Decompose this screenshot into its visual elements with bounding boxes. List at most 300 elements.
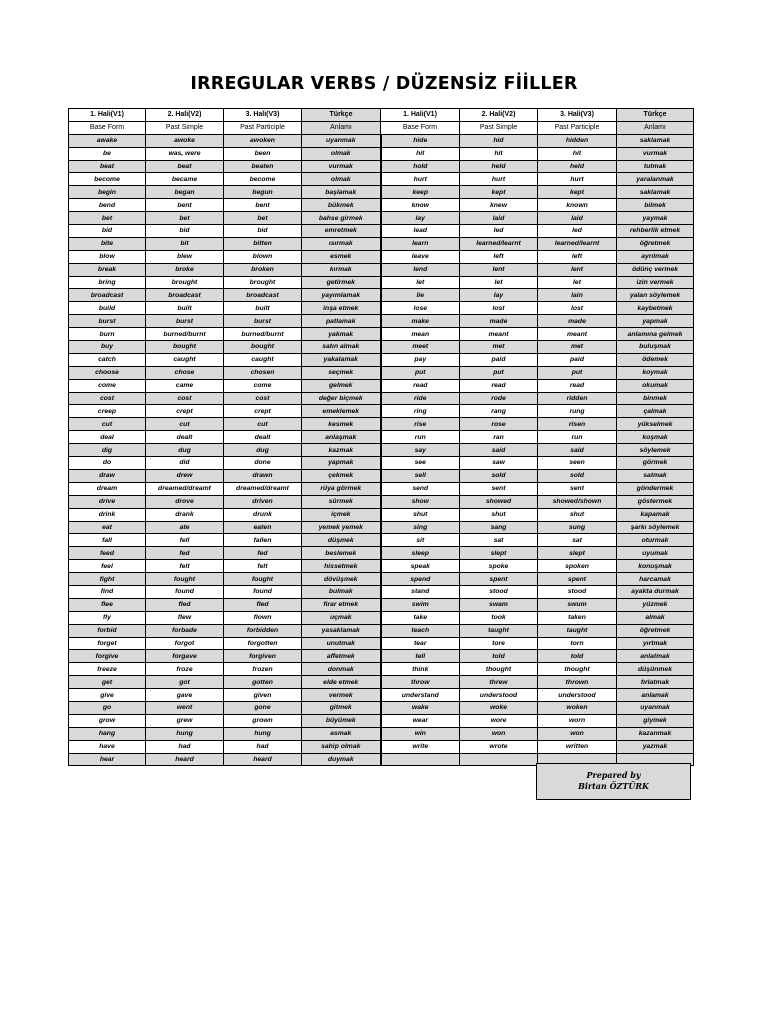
- right-cell-col1: meet: [381, 341, 460, 354]
- right-cell-col3: risen: [538, 418, 617, 431]
- right-cell-col1: speak: [381, 560, 460, 573]
- right-cell-col4: öğretmek: [617, 624, 694, 637]
- left-cell-col3: gone: [224, 701, 302, 714]
- left-cell-col4: sürmek: [302, 495, 381, 508]
- left-cell-col3: bent: [224, 199, 302, 212]
- left-cell-col4: kazmak: [302, 444, 381, 457]
- table-row: [69, 495, 694, 508]
- right-cell-col4: yaymak: [617, 212, 694, 225]
- right-cell-col1: write: [381, 740, 460, 753]
- right-cell-col2: thought: [460, 663, 538, 676]
- right-cell-col3: spent: [538, 573, 617, 586]
- left-cell-col1: freeze: [69, 663, 146, 676]
- left-cell-col4: yemek yemek: [302, 521, 381, 534]
- right-cell-col1: tell: [381, 650, 460, 663]
- left-cell-col3: fought: [224, 573, 302, 586]
- right-cell-col2: wore: [460, 714, 538, 727]
- right-cell-col2: held: [460, 160, 538, 173]
- right-cell-col4: vurmak: [617, 147, 694, 160]
- right-cell-col2: let: [460, 276, 538, 289]
- table-row: [69, 199, 694, 212]
- left-cell-col1: build: [69, 302, 146, 315]
- right-cell-col4: ödemek: [617, 353, 694, 366]
- left-cell-col4: unutmak: [302, 637, 381, 650]
- right-cell-col4: görmek: [617, 457, 694, 470]
- table-row: [69, 366, 694, 379]
- table-row: [69, 225, 694, 238]
- table-row: [69, 276, 694, 289]
- credit-box: [536, 763, 691, 800]
- table-row: [69, 611, 694, 624]
- left-cell-col4: gitmek: [302, 701, 381, 714]
- left-cell-col3: drawn: [224, 469, 302, 482]
- right-cell-col2: spoke: [460, 560, 538, 573]
- table-row: [69, 585, 694, 598]
- right-cell-col4: buluşmak: [617, 341, 694, 354]
- right-cell-col2: read: [460, 379, 538, 392]
- left-cell-col2: found: [146, 585, 224, 598]
- left-cell-col1: awake: [69, 134, 146, 147]
- left-cell-col1: catch: [69, 353, 146, 366]
- right-cell-col4: söylemek: [617, 444, 694, 457]
- right-cell-col1: rise: [381, 418, 460, 431]
- right-cell-col4: anlatmak: [617, 650, 694, 663]
- left-cell-col2: bit: [146, 237, 224, 250]
- right-cell-col2: hit: [460, 147, 538, 160]
- table-row: [69, 353, 694, 366]
- right-cell-col3: swum: [538, 598, 617, 611]
- right-cell-col3: run: [538, 431, 617, 444]
- left-cell-col1: eat: [69, 521, 146, 534]
- left-cell-col1: draw: [69, 469, 146, 482]
- right-cell-col4: konuşmak: [617, 560, 694, 573]
- table-row: [69, 134, 694, 147]
- table-row: [69, 689, 694, 702]
- right-cell-col3: learned/learnt: [538, 237, 617, 250]
- right-cell-col4: Türkçe: [617, 109, 694, 122]
- left-cell-col3: come: [224, 379, 302, 392]
- left-cell-col3: awoken: [224, 134, 302, 147]
- left-cell-col3: fled: [224, 598, 302, 611]
- left-cell-col1: become: [69, 173, 146, 186]
- right-cell-col4: yüzmek: [617, 598, 694, 611]
- left-cell-col3: dreamed/dreamt: [224, 482, 302, 495]
- left-cell-col3: become: [224, 173, 302, 186]
- left-cell-col3: bought: [224, 341, 302, 354]
- right-cell-col2: said: [460, 444, 538, 457]
- right-cell-col3: made: [538, 315, 617, 328]
- right-cell-col4: anlamına gelmek: [617, 328, 694, 341]
- left-cell-col2: dug: [146, 444, 224, 457]
- right-cell-col4: düşünmek: [617, 663, 694, 676]
- table-row: [69, 186, 694, 199]
- right-cell-col3: paid: [538, 353, 617, 366]
- right-cell-col3: thought: [538, 663, 617, 676]
- left-cell-col1: broadcast: [69, 289, 146, 302]
- left-cell-col3: caught: [224, 353, 302, 366]
- left-cell-col2: bought: [146, 341, 224, 354]
- right-cell-col4: şarkı söylemek: [617, 521, 694, 534]
- left-cell-col4: Türkçe: [302, 109, 381, 122]
- left-cell-col4: bahse girmek: [302, 212, 381, 225]
- left-cell-col3: hung: [224, 727, 302, 740]
- right-cell-col3: put: [538, 366, 617, 379]
- right-cell-col2: laid: [460, 212, 538, 225]
- left-cell-col2: got: [146, 676, 224, 689]
- right-cell-col4: kazanmak: [617, 727, 694, 740]
- left-cell-col1: drink: [69, 508, 146, 521]
- left-cell-col3: chosen: [224, 366, 302, 379]
- right-cell-col1: tear: [381, 637, 460, 650]
- left-cell-col1: be: [69, 147, 146, 160]
- left-cell-col4: bulmak: [302, 585, 381, 598]
- right-cell-col1: ring: [381, 405, 460, 418]
- right-cell-col2: rang: [460, 405, 538, 418]
- left-cell-col2: felt: [146, 560, 224, 573]
- left-cell-col4: seçmek: [302, 366, 381, 379]
- left-cell-col4: inşa etmek: [302, 302, 381, 315]
- left-cell-col4: yakalamak: [302, 353, 381, 366]
- left-cell-col4: yasaklamak: [302, 624, 381, 637]
- left-cell-col4: hissetmek: [302, 560, 381, 573]
- left-cell-col1: come: [69, 379, 146, 392]
- left-cell-col4: donmak: [302, 663, 381, 676]
- table-row: [69, 379, 694, 392]
- left-cell-col4: değer biçmek: [302, 392, 381, 405]
- right-cell-col1: lead: [381, 225, 460, 238]
- right-cell-col2: sang: [460, 521, 538, 534]
- left-cell-col1: bring: [69, 276, 146, 289]
- right-cell-col1: see: [381, 457, 460, 470]
- table-row: [69, 560, 694, 573]
- right-cell-col1: sit: [381, 534, 460, 547]
- left-cell-col3: bid: [224, 225, 302, 238]
- table-row: [69, 341, 694, 354]
- left-cell-col4: kesmek: [302, 418, 381, 431]
- left-cell-col2: forgave: [146, 650, 224, 663]
- table-row: [69, 637, 694, 650]
- table-row: [69, 160, 694, 173]
- right-cell-col2: knew: [460, 199, 538, 212]
- right-cell-col2: made: [460, 315, 538, 328]
- right-cell-col2: ran: [460, 431, 538, 444]
- left-cell-col2: Past Simple: [146, 121, 224, 134]
- left-cell-col2: fled: [146, 598, 224, 611]
- left-cell-col4: yakmak: [302, 328, 381, 341]
- left-cell-col1: bid: [69, 225, 146, 238]
- right-cell-col3: laid: [538, 212, 617, 225]
- right-cell-col4: rehberlik etmek: [617, 225, 694, 238]
- right-cell-col1: win: [381, 727, 460, 740]
- right-cell-col3: shut: [538, 508, 617, 521]
- left-cell-col4: kırmak: [302, 263, 381, 276]
- right-cell-col4: kaybetmek: [617, 302, 694, 315]
- left-cell-col2: brought: [146, 276, 224, 289]
- header-row: [69, 109, 694, 122]
- right-cell-col1: send: [381, 482, 460, 495]
- right-cell-col1: learn: [381, 237, 460, 250]
- right-cell-col2: showed: [460, 495, 538, 508]
- left-cell-col2: fed: [146, 547, 224, 560]
- left-cell-col2: beat: [146, 160, 224, 173]
- table-row: [69, 740, 694, 753]
- right-cell-col1: show: [381, 495, 460, 508]
- right-cell-col2: sent: [460, 482, 538, 495]
- left-cell-col1: burn: [69, 328, 146, 341]
- right-cell-col1: mean: [381, 328, 460, 341]
- right-cell-col4: Anlamı: [617, 121, 694, 134]
- left-cell-col1: hang: [69, 727, 146, 740]
- left-cell-col3: drunk: [224, 508, 302, 521]
- left-cell-col1: do: [69, 457, 146, 470]
- right-cell-col2: hid: [460, 134, 538, 147]
- left-cell-col4: çekmek: [302, 469, 381, 482]
- left-cell-col4: düşmek: [302, 534, 381, 547]
- left-cell-col1: grow: [69, 714, 146, 727]
- left-cell-col2: awoke: [146, 134, 224, 147]
- left-cell-col3: bitten: [224, 237, 302, 250]
- left-cell-col4: patlamak: [302, 315, 381, 328]
- left-cell-col1: have: [69, 740, 146, 753]
- right-cell-col4: koşmak: [617, 431, 694, 444]
- left-cell-col3: 3. Hali(V3): [224, 109, 302, 122]
- right-cell-col4: göstermek: [617, 495, 694, 508]
- left-cell-col1: give: [69, 689, 146, 702]
- left-cell-col4: uyanmak: [302, 134, 381, 147]
- left-cell-col3: flown: [224, 611, 302, 624]
- table-row: [69, 714, 694, 727]
- left-cell-col4: elde etmek: [302, 676, 381, 689]
- table-row: [69, 237, 694, 250]
- left-cell-col4: vurmak: [302, 160, 381, 173]
- table-row: [69, 624, 694, 637]
- right-cell-col1: keep: [381, 186, 460, 199]
- left-cell-col2: dealt: [146, 431, 224, 444]
- right-cell-col3: held: [538, 160, 617, 173]
- left-cell-col3: forgotten: [224, 637, 302, 650]
- right-cell-col2: rode: [460, 392, 538, 405]
- right-cell-col4: yapmak: [617, 315, 694, 328]
- table-row: [69, 405, 694, 418]
- left-cell-col1: fight: [69, 573, 146, 586]
- left-cell-col1: beat: [69, 160, 146, 173]
- left-cell-col1: burst: [69, 315, 146, 328]
- left-cell-col1: bet: [69, 212, 146, 225]
- right-cell-col4: satmak: [617, 469, 694, 482]
- left-cell-col1: feel: [69, 560, 146, 573]
- left-cell-col2: bid: [146, 225, 224, 238]
- right-cell-col4: okumak: [617, 379, 694, 392]
- left-cell-col2: broadcast: [146, 289, 224, 302]
- right-cell-col3: sat: [538, 534, 617, 547]
- left-cell-col1: choose: [69, 366, 146, 379]
- right-cell-col1: put: [381, 366, 460, 379]
- left-cell-col2: flew: [146, 611, 224, 624]
- right-cell-col3: taught: [538, 624, 617, 637]
- left-cell-col1: forgive: [69, 650, 146, 663]
- table-row: [69, 598, 694, 611]
- right-cell-col1: ride: [381, 392, 460, 405]
- left-cell-col1: begin: [69, 186, 146, 199]
- left-cell-col2: caught: [146, 353, 224, 366]
- right-cell-col2: put: [460, 366, 538, 379]
- right-cell-col2: lay: [460, 289, 538, 302]
- right-cell-col2: tore: [460, 637, 538, 650]
- left-cell-col3: bet: [224, 212, 302, 225]
- right-cell-col1: lose: [381, 302, 460, 315]
- right-cell-col4: izin vermek: [617, 276, 694, 289]
- left-cell-col4: emeklemek: [302, 405, 381, 418]
- left-cell-col1: find: [69, 585, 146, 598]
- right-cell-col3: sung: [538, 521, 617, 534]
- left-cell-col3: Past Participle: [224, 121, 302, 134]
- left-cell-col4: asmak: [302, 727, 381, 740]
- right-cell-col1: pay: [381, 353, 460, 366]
- table-row: [69, 392, 694, 405]
- right-cell-col4: fırlatmak: [617, 676, 694, 689]
- left-cell-col3: forbidden: [224, 624, 302, 637]
- right-cell-col2: taught: [460, 624, 538, 637]
- left-cell-col4: olmak: [302, 147, 381, 160]
- credit-line-1: Prepared by: [586, 770, 641, 780]
- right-cell-col3: told: [538, 650, 617, 663]
- table-row: [69, 418, 694, 431]
- right-cell-col1: hold: [381, 160, 460, 173]
- right-cell-col3: seen: [538, 457, 617, 470]
- left-cell-col1: feed: [69, 547, 146, 560]
- left-cell-col4: esmek: [302, 250, 381, 263]
- right-cell-col4: yükselmek: [617, 418, 694, 431]
- left-cell-col2: chose: [146, 366, 224, 379]
- right-cell-col2: [460, 753, 538, 766]
- left-cell-col2: had: [146, 740, 224, 753]
- left-cell-col1: go: [69, 701, 146, 714]
- table-row: [69, 457, 694, 470]
- left-cell-col3: forgiven: [224, 650, 302, 663]
- left-cell-col4: vermek: [302, 689, 381, 702]
- right-cell-col4: tutmak: [617, 160, 694, 173]
- right-cell-col4: yırtmak: [617, 637, 694, 650]
- right-cell-col1: take: [381, 611, 460, 624]
- right-cell-col4: göndermek: [617, 482, 694, 495]
- right-cell-col1: wake: [381, 701, 460, 714]
- left-cell-col4: sahip olmak: [302, 740, 381, 753]
- right-cell-col2: wrote: [460, 740, 538, 753]
- left-cell-col4: gelmek: [302, 379, 381, 392]
- right-cell-col3: taken: [538, 611, 617, 624]
- verbs-table: [68, 108, 694, 766]
- table-row: [69, 263, 694, 276]
- right-cell-col2: understood: [460, 689, 538, 702]
- table-row: [69, 444, 694, 457]
- right-cell-col3: said: [538, 444, 617, 457]
- right-cell-col4: giymek: [617, 714, 694, 727]
- left-cell-col4: dövüşmek: [302, 573, 381, 586]
- left-cell-col2: drove: [146, 495, 224, 508]
- table-row: [69, 315, 694, 328]
- table-row: [69, 289, 694, 302]
- right-cell-col2: saw: [460, 457, 538, 470]
- right-cell-col1: throw: [381, 676, 460, 689]
- left-cell-col4: içmek: [302, 508, 381, 521]
- right-cell-col1: sing: [381, 521, 460, 534]
- left-cell-col3: built: [224, 302, 302, 315]
- right-cell-col1: think: [381, 663, 460, 676]
- left-cell-col3: dealt: [224, 431, 302, 444]
- table-row: [69, 727, 694, 740]
- right-cell-col3: lent: [538, 263, 617, 276]
- table-row: [69, 676, 694, 689]
- right-cell-col2: 2. Hali(V2): [460, 109, 538, 122]
- left-cell-col3: dug: [224, 444, 302, 457]
- left-cell-col3: had: [224, 740, 302, 753]
- left-cell-col1: creep: [69, 405, 146, 418]
- left-cell-col1: Base Form: [69, 121, 146, 134]
- left-cell-col4: Anlamı: [302, 121, 381, 134]
- right-cell-col2: met: [460, 341, 538, 354]
- left-cell-col2: gave: [146, 689, 224, 702]
- right-cell-col2: paid: [460, 353, 538, 366]
- right-cell-col4: uyanmak: [617, 701, 694, 714]
- credit-line-2: Birtan ÖZTÜRK: [578, 781, 649, 791]
- right-cell-col2: kept: [460, 186, 538, 199]
- left-cell-col2: blew: [146, 250, 224, 263]
- right-cell-col4: öğretmek: [617, 237, 694, 250]
- table-row: [69, 663, 694, 676]
- right-cell-col3: lain: [538, 289, 617, 302]
- right-cell-col1: stand: [381, 585, 460, 598]
- table-row: [69, 650, 694, 663]
- right-cell-col2: left: [460, 250, 538, 263]
- left-cell-col1: forbid: [69, 624, 146, 637]
- left-cell-col2: drew: [146, 469, 224, 482]
- right-cell-col3: stood: [538, 585, 617, 598]
- right-cell-col2: threw: [460, 676, 538, 689]
- left-cell-col4: firar etmek: [302, 598, 381, 611]
- right-cell-col2: shut: [460, 508, 538, 521]
- right-cell-col1: sleep: [381, 547, 460, 560]
- right-cell-col3: understood: [538, 689, 617, 702]
- left-cell-col1: 1. Hali(V1): [69, 109, 146, 122]
- right-cell-col4: harcamak: [617, 573, 694, 586]
- left-cell-col2: heard: [146, 753, 224, 766]
- right-cell-col1: say: [381, 444, 460, 457]
- right-cell-col4: saklamak: [617, 134, 694, 147]
- right-cell-col4: bilmek: [617, 199, 694, 212]
- right-cell-col1: leave: [381, 250, 460, 263]
- right-cell-col4: uyumak: [617, 547, 694, 560]
- left-cell-col1: bend: [69, 199, 146, 212]
- table-row: [69, 173, 694, 186]
- left-cell-col4: yayımlamak: [302, 289, 381, 302]
- left-cell-col2: began: [146, 186, 224, 199]
- right-cell-col3: read: [538, 379, 617, 392]
- left-cell-col1: hear: [69, 753, 146, 766]
- right-cell-col1: spend: [381, 573, 460, 586]
- right-cell-col3: ridden: [538, 392, 617, 405]
- page-title: IRREGULAR VERBS / DÜZENSİZ FİİLLER: [190, 74, 578, 94]
- table-row: [69, 508, 694, 521]
- right-cell-col1: Base Form: [381, 121, 460, 134]
- right-cell-col1: understand: [381, 689, 460, 702]
- left-cell-col4: büyümek: [302, 714, 381, 727]
- right-cell-col1: wear: [381, 714, 460, 727]
- right-cell-col2: swam: [460, 598, 538, 611]
- left-cell-col2: cost: [146, 392, 224, 405]
- table-row: [69, 521, 694, 534]
- left-cell-col1: dream: [69, 482, 146, 495]
- right-cell-col3: kept: [538, 186, 617, 199]
